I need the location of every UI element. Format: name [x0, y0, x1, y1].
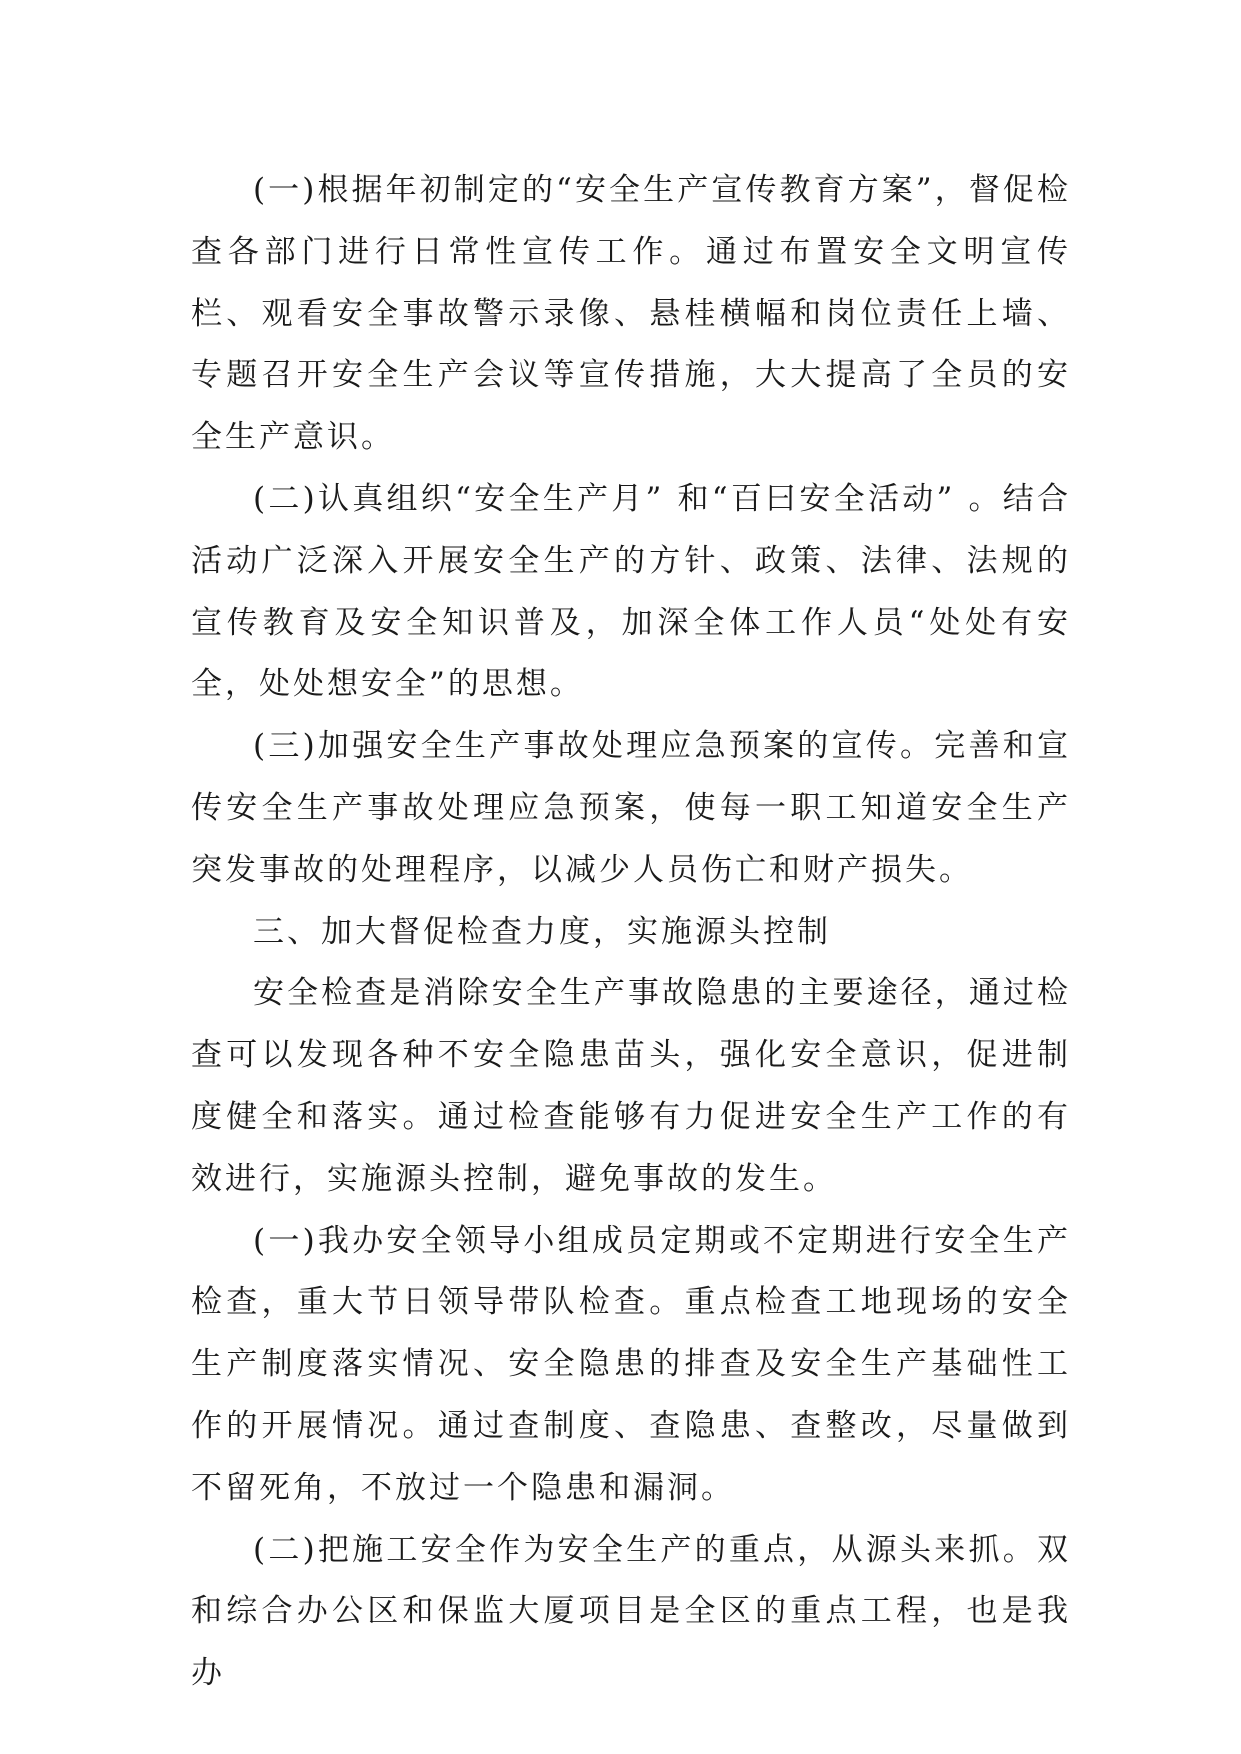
section-heading-inspection: 三、加大督促检查力度，实施源头控制 [253, 913, 831, 950]
paragraph-leadership-inspection: (一)我办安全领导小组成员定期或不定期进行安全生产检查，重大节日领导带队检查。重点检查工地现场的安全生产制度落实情况、安全隐患的排查及安全生产基础性工作的开展情况。通过查制度、查隐患、查整改，尽量做到不留死角，不放过一个隐患和漏洞。 [191, 1222, 1071, 1506]
paragraph-safety-month: (二)认真组织“安全生产月” 和“百曰安全活动” 。结合活动广泛深入开展安全生产的方针、政策、法律、法规的宣传教育及安全知识普及，加深全体工作人员“处处有安全，处处想安全”的思想。 [191, 480, 1071, 703]
paragraph-inspection-intro: 安全检查是消除安全生产事故隐患的主要途径，通过检查可以发现各种不安全隐患苗头，强化安全意识，促进制度健全和落实。通过检查能够有力促进安全生产工作的有效进行，实施源头控制，避免事故的发生。 [191, 975, 1071, 1197]
paragraph-construction-safety: (二)把施工安全作为安全生产的重点，从源头来抓。双和综合办公区和保监大厦项目是全区的重点工程，也是我办 [191, 1531, 1071, 1692]
paragraph-emergency-plan: (三)加强安全生产事故处理应急预案的宣传。完善和宣传安全生产事故处理应急预案，使每一职工知道安全生产突发事故的处理程序，以减少人员伤亡和财产损失。 [191, 728, 1071, 888]
document-body [191, 160, 1071, 1705]
paragraph-propaganda-plan: (一)根据年初制定的“安全生产宣传教育方案”，督促检查各部门进行日常性宣传工作。通过布置安全文明宣传栏、观看安全事故警示录像、悬桂横幅和岗位责任上墙、专题召开安全生产会议等宣传措施，大大提高了全员的安全生产意识。 [191, 172, 1071, 456]
